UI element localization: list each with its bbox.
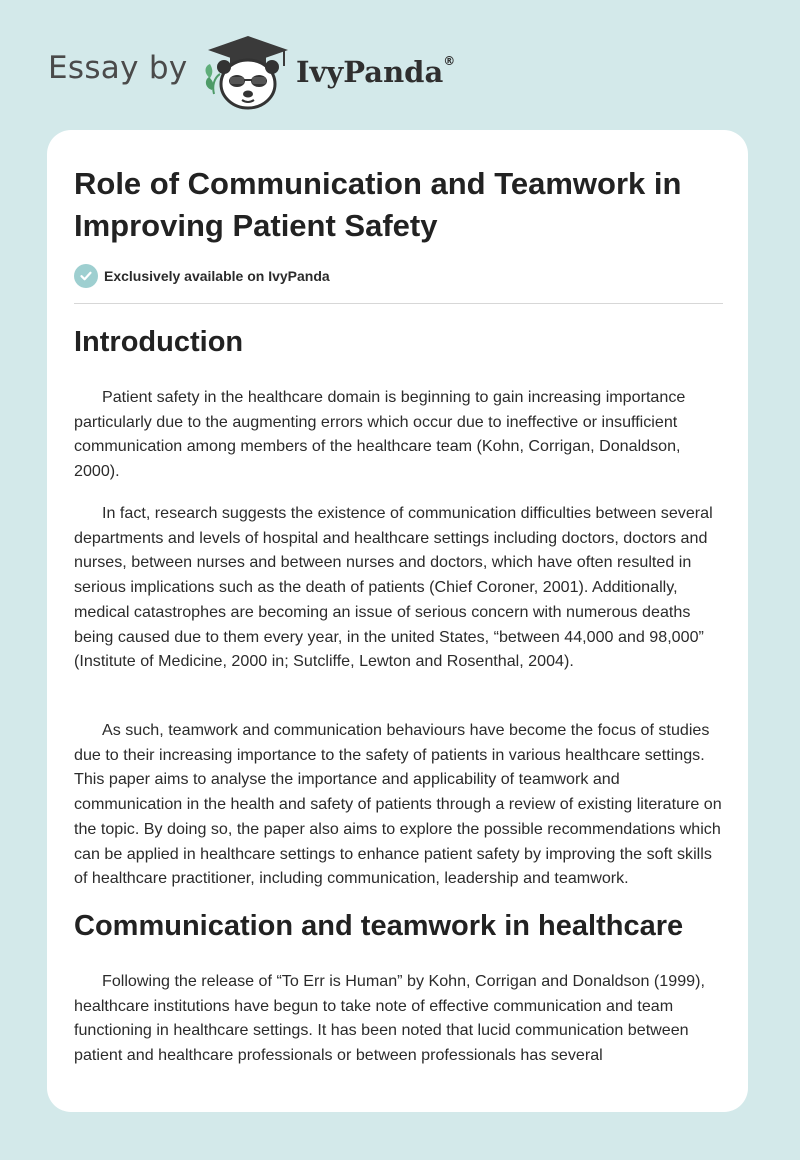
paragraph: As such, teamwork and communication behaviours have become the focus of studies due to their increasing importance to the safety of patients in various healthcare settings. This paper aims to analyse the importance and applicability of teamwork and communication in the health and safety of patients through a review of existing literature on the topic. By doing so, the paper also aims to explore the possible recommendations which can be applied in healthcare settings to enhance patient safety by improving the soft skills of healthcare practitioner, including communication, leadership and teamwork.	[74, 721, 722, 888]
paragraph: Patient safety in the healthcare domain is beginning to gain increasing importance particularly due to the augmenting errors which occur due to ineffective or insufficient communication among members of the healthcare team (Kohn, Corrigan, Donaldson, 2000).	[74, 388, 686, 481]
exclusive-label: Exclusively available on IvyPanda	[104, 268, 330, 284]
essay-by-label: Essay by	[48, 50, 188, 86]
brand-name[interactable]	[296, 55, 455, 89]
section-heading-introduction: Introduction	[74, 326, 244, 358]
paragraph: In fact, research suggests the existence of communication difficulties between several departments and levels of hospital and healthcare settings including doctors, doctors and nurses, between nurses and between nurses and doctors, which have often resulted in serious implications such as the death of patients (Chief Coroner, 2001). Additionally, medical catastrophes are becoming an issue of serious concern with numerous deaths being caused due to them every year, in the united States, “between 44,000 and 98,000” (Institute of Medicine, 2000 in; Sutcliffe, Lewton and Rosenthal, 2004).	[74, 504, 713, 671]
check-icon	[74, 264, 98, 288]
site-header	[0, 0, 800, 130]
divider	[74, 303, 723, 304]
essay-card	[47, 130, 748, 1112]
essay-title: Role of Communication and Teamwork in Improving Patient Safety	[74, 166, 682, 243]
section-heading-communication: Communication and teamwork in healthcare	[74, 910, 684, 942]
panda-graduate-logo-icon[interactable]	[200, 34, 296, 110]
brand-text: IvyPanda	[296, 55, 444, 89]
paragraph: Following the release of “To Err is Human” by Kohn, Corrigan and Donaldson (1999), healthcare institutions have begun to take note of effective communication and team functioning in healthcare settings. It has been noted that lucid communication between patient and healthcare professionals or between professionals has several	[74, 972, 705, 1065]
registered-mark: ®	[443, 54, 456, 69]
exclusive-badge	[74, 262, 330, 290]
